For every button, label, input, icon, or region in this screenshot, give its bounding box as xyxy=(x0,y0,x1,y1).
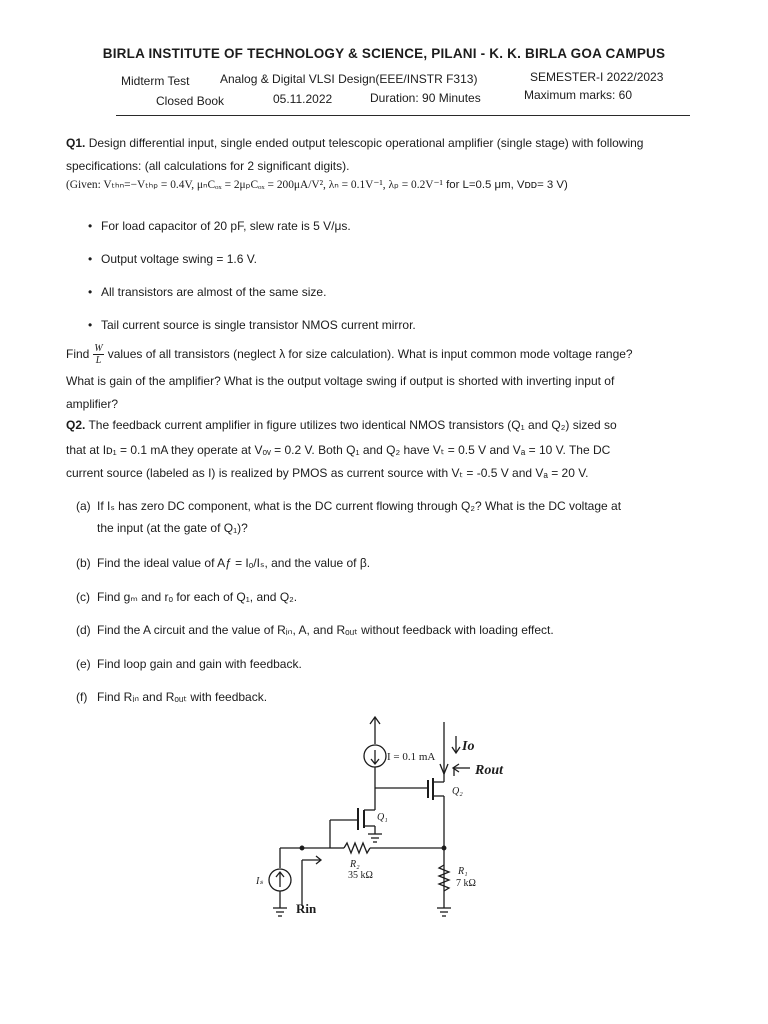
q1-text: Design differential input, single ended output telescopic operational amplifier (single stage) with following specifications: (all calculations for 2 significant digits). xyxy=(66,136,644,173)
r1-name: R₁ xyxy=(458,866,468,877)
institute-title: BIRLA INSTITUTE OF TECHNOLOGY & SCIENCE, PILANI - K. K. BIRLA GOA CAMPUS xyxy=(102,46,666,61)
book-policy: Closed Book xyxy=(156,94,225,108)
q2-part-a: (a) If Iₛ has zero DC component, what is the DC current flowing through Q₂? What is the DC voltage at the input (at the gate of Q₁)? xyxy=(76,499,622,535)
rout-label: Rout xyxy=(475,763,504,778)
q1-find-line2: What is gain of the amplifier? What is the output voltage swing if output is shorted with inverting input of xyxy=(66,374,615,388)
q1-given xyxy=(66,177,568,191)
q1-find-line3: amplifier? xyxy=(66,397,119,411)
q1-bullet: • All transistors are almost of the same size. xyxy=(88,285,327,299)
q2-part-b: (b) Find the ideal value of Aƒ = Iₒ/Iₛ, and the value of β. xyxy=(76,556,371,570)
q2-part-d: (d) Find the A circuit and the value of Rᵢₙ, A, and Rₒᵤₜ without feedback with loading effect. xyxy=(76,623,554,637)
feedback-amplifier-circuit xyxy=(240,710,540,950)
exam-type: Midterm Test xyxy=(121,74,190,88)
q1-label: Q1. xyxy=(66,136,86,150)
current-source-label: I = 0.1 mA xyxy=(387,751,436,763)
io-label: Io xyxy=(462,739,475,754)
is-label: Iₛ xyxy=(256,876,264,887)
q2-part-f: (f) Find Rᵢₙ and Rₒᵤₜ with feedback. xyxy=(76,690,268,704)
find-word: Find xyxy=(66,347,90,361)
rin-label: Rin xyxy=(296,901,317,916)
q2-label: Q₂ xyxy=(452,786,463,797)
q2-part-c: (c) Find gₘ and rₒ for each of Q₁, and Q₂. xyxy=(76,590,298,604)
q2-part-e: (e) Find loop gain and gain with feedback. xyxy=(76,657,302,671)
q2-statement: Q2. The feedback current amplifier in figure utilizes two identical NMOS transistors (Q₁ and Q₂) sized so xyxy=(66,418,617,432)
q1-statement xyxy=(66,132,698,177)
r2-name: R₂ xyxy=(350,859,360,870)
find-text: values of all transistors (neglect λ for size calculation). What is input common mode voltage range? xyxy=(107,347,633,361)
q1-bullet: • Output voltage swing = 1.6 V. xyxy=(88,252,257,266)
q1-given-params: (Given: Vₜₕₙ=−Vₜₕₚ = 0.4V, μₙCₒₓ = 2μₚCₒₓ = 200μA/V², λₙ = 0.1V⁻¹, λₚ = 0.2V⁻¹ xyxy=(66,179,443,191)
header-divider xyxy=(116,115,690,116)
q1-bullet: • For load capacitor of 20 pF, slew rate is 5 V/μs. xyxy=(88,219,351,233)
q2-line3: current source (labeled as I) is realized by PMOS as current source with Vₜ = -0.5 V and Vₐ = 20 V. xyxy=(66,466,589,480)
semester: SEMESTER-I 2022/2023 xyxy=(530,70,664,84)
max-marks: Maximum marks: 60 xyxy=(524,88,633,102)
course-name: Analog & Digital VLSI Design(EEE/INSTR F313) xyxy=(220,72,478,86)
r2-value: 35 kΩ xyxy=(348,870,373,881)
exam-duration: Duration: 90 Minutes xyxy=(370,91,481,105)
q1-bullet: • Tail current source is single transistor NMOS current mirror. xyxy=(88,318,416,332)
r1-value: 7 kΩ xyxy=(456,878,476,889)
q1-given-tail: for L=0.5 μm, Vᴅᴅ= 3 V) xyxy=(442,179,568,191)
q1-label: Q₁ xyxy=(377,812,388,823)
q1-find xyxy=(66,343,698,366)
q2-line2: that at Iᴅ₁ = 0.1 mA they operate at Vₒᵥ = 0.2 V. Both Q₁ and Q₂ have Vₜ = 0.5 V and Vₐ = 10 V. The DC xyxy=(66,443,611,457)
w-over-l-fraction: $\frac{W}{L}$ xyxy=(94,343,103,367)
exam-date: 05.11.2022 xyxy=(273,92,333,106)
q2-label: Q2. xyxy=(66,418,86,432)
